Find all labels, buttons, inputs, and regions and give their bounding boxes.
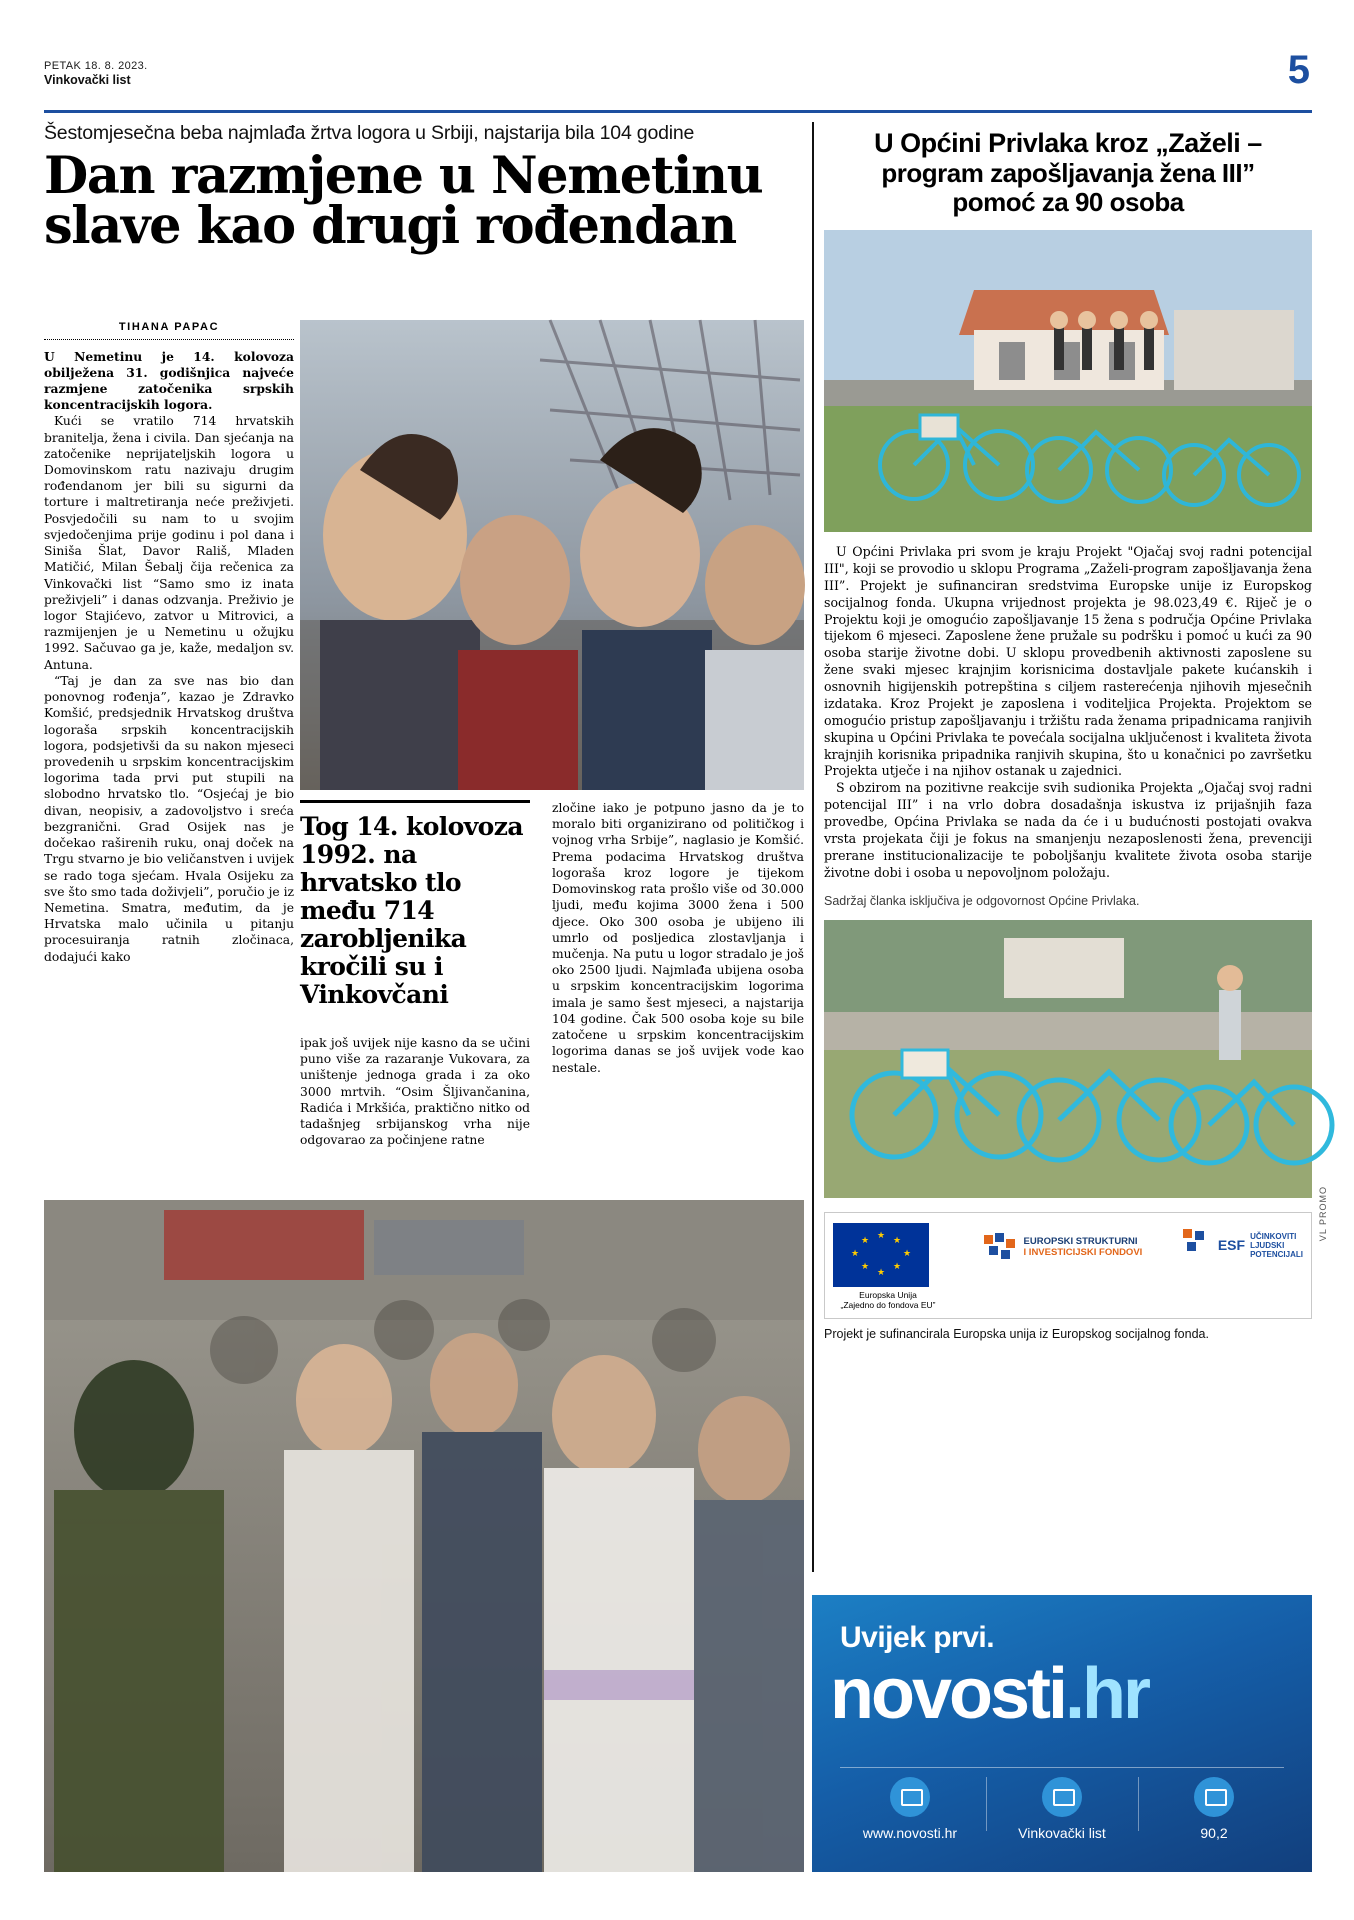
headline-line-1: Dan razmjene u Nemetinu — [44, 146, 763, 206]
monitor-icon — [890, 1777, 930, 1817]
photo-illustration — [824, 920, 1312, 1198]
ad-brand — [830, 1653, 1148, 1735]
ad-channel-label: www.novosti.hr — [862, 1825, 958, 1841]
ad-channel-radio[interactable] — [1144, 1777, 1284, 1841]
eu-flag-icon: ★ ★ ★ ★ ★ ★ ★ ★ — [833, 1223, 929, 1287]
article-paragraph: “Taj je dan za sve nas bio dan ponovnog rođenja”, kazao je Zdravko Komšić, predsjednik Hrvatskog društva logoraša srpskih koncentracijskih logora, podsjetivši da su nakon mjeseci provedenih u srpskim koncentracijskim logorima tada prvi put stupili na slobodno hrvatsko tlo. “Osjećaj je bio divan, neopisiv, a zadovoljstvo i sreća bezgranični. Grad Osijek nas je dočekao raširenih ruku, onaj doček na Trgu stvarno je bio veličanstven i uvijek se rado toga sjećam. Hvala Osijeku za sve što smo tada doživjeli”, poručio je iz Nemetina. Smatra, međutim, da je Hrvatska malo učinila u pitanju procesuiranja ratnih zločinaca, dodajući kako — [44, 673, 294, 964]
article-photo-crowd — [44, 1200, 804, 1872]
article-pullquote — [300, 800, 530, 1009]
article-paragraph: Kući se vratilo 714 hrvatskih branitelja, žena i civila. Dan sjećanja na zatočenike neprijateljskih logora u Domovinskom ratu nazivaju drugim rođendanom jer bili su sigurni da torture i maltretiranja neće preživjeti. Posvjedočili su nam to u svojim svjedočenjima prije godinu i pol dana i Siniša Šlat, Davor Rališ, Mladen Matičić, Milan Šebalj čija rečenica za Vinkovački list “Samo smo iz inata preživjeli” i danas odzvanja. Preživio je logor Stajićevo, zatvor u Mitrovici, a razmijenjen je u Nemetinu u ožujku 1992. Sačuvao ga je, kaže, medaljon sv. Antuna. — [44, 414, 294, 672]
esi-line-2: I INVESTICIJSKI FONDOVI — [1023, 1246, 1143, 1258]
esf-line-1: UČINKOVITI — [1250, 1231, 1297, 1241]
article-kicker: Šestomjesečna beba najmlađa žrtva logora u Srbiji, najstarija bila 104 godine — [44, 122, 695, 144]
article-byline: TIHANA PAPAC — [118, 321, 220, 333]
side-article-body — [824, 544, 1312, 882]
esf-mark-icon — [1183, 1229, 1213, 1263]
eu-flag-caption — [833, 1290, 943, 1310]
advertisement-novosti[interactable] — [812, 1595, 1312, 1872]
masthead-rule — [44, 110, 1312, 113]
article-column-1 — [44, 320, 294, 965]
ad-item-divider — [986, 1777, 987, 1831]
side-article-paragraph: U Općini Privlaka pri svom je kraju Projekt "Ojačaj svoj radni potencijal III", koji se provodio u sklopu Programa „Zaželi-program zapošljavanja žena III”. Projekt je sufinanciran sredstvima Europske unije iz Europskog socijalnog fonda. Ukupna vrijednost projekta je 98.023,49 €. Riječ je o Projektu koji je omogućio zapošljavanje 15 žena s područja Općine Privlaka tijekom 6 mjeseci. Zaposlene žene pružale su podršku i pomoć u kući za 90 osoba starije životne dobi. U sklopu provedbenih aktivnosti zaposlene su žene svaki mjesec krajnjim korisnicima dostavljale pakete kućanskih i osnovnih higijenskih potrepština s ciljem rasterećenja njihovih mjesečnih izdataka. Kroz Projekt je zaposlena i voditeljica Projekta. Projektom se omogućio pristup zapošljavanju i tržištu rada ženama pripadnicama ranjivih skupina u Općini Privlaka te povećala socijalna uključenost i kvaliteta života krajnjih korisnika pripadnika ranjivih skupina, što u konačnici po završetku Projekta utječe i na njihov ostanak u zajednici. — [824, 544, 1312, 779]
funding-statement: Projekt je sufinancirala Europska unija iz Europskog socijalnog fonda. — [824, 1326, 1209, 1341]
newspaper-icon — [1042, 1777, 1082, 1817]
main-article-header — [44, 122, 804, 257]
esi-squares-icon — [984, 1233, 1018, 1263]
ad-channel-list — [840, 1777, 1284, 1841]
ad-channel-web[interactable] — [840, 1777, 980, 1841]
article-lede: U Nemetinu je 14. kolovoza obilježena 31. godišnjica najveće razmjene zatočenika srpskih koncentracijskih logora. — [44, 348, 294, 413]
esf-line-3: POTENCIJALI — [1250, 1250, 1303, 1260]
ad-divider-rule — [840, 1767, 1284, 1768]
masthead — [44, 60, 1312, 87]
eu-caption-line-1: Europska Unija — [859, 1289, 917, 1300]
ad-brand-main: novosti — [830, 1654, 1066, 1734]
article-paragraph: ipak još uvijek nije kasno da se učini puno više za razaranje Vukovara, za uništenje jednoga grada i za oko 3000 mrtvih. “Osim Šljivančanina, Radića i Mrkšića, praktično nitko od tadašnjeg srbijanskog vrha nije odgovarao za počinjene ratne — [300, 1036, 530, 1148]
esf-line-2: LJUDSKI — [1250, 1240, 1285, 1250]
esi-logo-text — [1024, 1237, 1143, 1259]
side-headline-line-2: program zapošljavanja žena III” — [881, 157, 1255, 188]
side-photo-bikes-group — [824, 230, 1312, 532]
esi-funds-logo — [984, 1233, 1143, 1263]
publication-name: Vinkovački list — [44, 73, 131, 87]
esi-line-1: EUROPSKI STRUKTURNI — [1023, 1235, 1138, 1247]
radio-icon — [1194, 1777, 1234, 1817]
eu-flag-block — [833, 1223, 943, 1310]
pullquote-text: Tog 14. kolovoza 1992. na hrvatsko tlo među 714 zarobljenika kročili su i Vinkovčani — [300, 812, 523, 1009]
side-article-paragraph: S obzirom na pozitivne reakcije svih sudionika Projekta „Ojačaj svoj radni potencijal III” i na vrlo dobra dosadašnja iskustva iz prijašnjih faza provedbe, Općina Privlaka se nada da će i u budućnosti postojati ovakva vrsta projekata čiji je fokus na smanjenju nezaposlenosti žena, prevenciji prerane institucionalizacije te poboljšanju kvalitete života osoba starije životne dobi i osoba u nepovoljnom položaju. — [824, 780, 1312, 880]
column-divider — [812, 122, 814, 1572]
side-headline-line-3: pomoć za 90 osoba — [952, 187, 1184, 218]
esf-letters: ESF — [1217, 1236, 1246, 1253]
eu-caption-line-2: „Zajedno do fondova EU” — [840, 1299, 936, 1310]
byline-divider — [44, 339, 294, 340]
article-paragraph: zločine iako je potpuno jasno da je to moralo biti organizirano od političkog i vojnog vrha Srbije”, naglasio je Komšić. Prema podacima Hrvatskog društva logoraša kroz logore je tijekom Domovinskog rata prošlo više od 30.000 ljudi, među kojima 3000 žena i 500 djece. Oko 300 osoba je ubijeno ili umrlo od posljedica zlostavljanja i mučenja. Na putu u logor stradalo je još oko 2500 ljudi. Najmlađa ubijena osoba u srpskim koncentracijskim logorima imala je samo šest mjeseci, a najstarija 104 godine. Čak 500 osoba koje su bile zatočene u srpskim koncentracijskim logorima danas se još uvijek vode kao nestale. — [552, 801, 804, 1075]
side-headline-line-1: U Općini Privlaka kroz „Zaželi – — [874, 128, 1262, 158]
issue-date: PETAK 18. 8. 2023. — [44, 60, 148, 72]
ad-channel-label: 90,2 — [1200, 1825, 1228, 1841]
page-title — [44, 146, 804, 257]
ad-channel-print[interactable] — [992, 1777, 1132, 1841]
side-article-disclaimer: Sadržaj članka isključiva je odgovornost Općine Privlaka. — [824, 893, 1140, 908]
eu-funding-logos — [824, 1212, 1312, 1319]
page-number: 5 — [1287, 48, 1310, 92]
esf-logo — [1183, 1229, 1303, 1263]
photo-illustration — [824, 230, 1312, 532]
pullquote-rule — [300, 800, 530, 803]
ad-tagline: Uvijek prvi. — [840, 1621, 995, 1654]
ad-channel-label: Vinkovački list — [1018, 1825, 1106, 1841]
side-article-title — [824, 128, 1312, 218]
photo-credit: VL PROMO — [1318, 1185, 1328, 1241]
photo-illustration — [44, 1200, 804, 1872]
esf-logo-text — [1250, 1232, 1303, 1260]
article-photo-veterans — [300, 320, 804, 790]
headline-line-2: slave kao drugi rođendan — [44, 196, 736, 257]
ad-item-divider — [1138, 1777, 1139, 1831]
side-article — [824, 128, 1328, 1341]
article-column-3 — [300, 1035, 530, 1149]
ad-brand-suffix: .hr — [1065, 1654, 1149, 1734]
photo-illustration — [300, 320, 804, 790]
article-column-4 — [552, 800, 804, 1076]
